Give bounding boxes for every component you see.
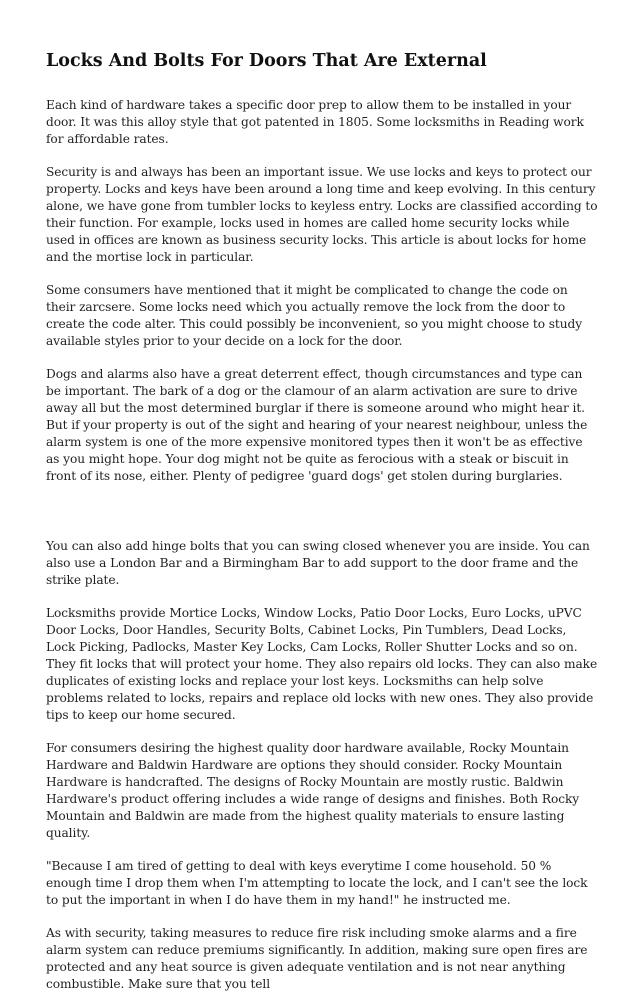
paragraph-security: Security is and always has been an important issue. We use locks and keys to protect our property. Locks and keys have been around a long time and keep evolving. In this century alone, we have gone from tumbler locks to keyless entry. Locks are classified according to their function. For example, locks used in homes are called home security locks while used in offices are known as business security locks. This article is about locks for home and the mortise lock in particular. xyxy=(46,164,598,265)
paragraph-quote: "Because I am tired of getting to deal with keys everytime I come household. 50 % enough time I drop them when I'm attempting to locate the lock, and I can't see the lock to put the important in when I do have them in my hand!" he instructed me. xyxy=(46,858,588,908)
paragraph-locksmith-services: Locksmiths provide Mortice Locks, Window Locks, Patio Door Locks, Euro Locks, uPVC Door Locks, Door Handles, Security Bolts, Cabinet Locks, Pin Tumblers, Dead Locks, Lock Picking, Padlocks, Master Key Locks, Cam Locks, Roller Shutter Locks and so on. They fit locks that will protect your home. They also repairs old locks. They can also make duplicates of existing locks and replace your lost keys. Locksmiths can help solve problems related to locks, repairs and replace old locks with new ones. They also provide tips to keep our home secured. xyxy=(46,605,598,723)
document-title: Locks And Bolts For Doors That Are External xyxy=(46,51,487,71)
paragraph-fire-risk: As with security, taking measures to reduce fire risk including smoke alarms and a fire alarm system can reduce premiums significantly. In addition, making sure open fires are protected and any heat source is given adequate ventilation and is not near anything combustible. Make sure that you tell xyxy=(46,925,588,991)
paragraph-dogs-alarms: Dogs and alarms also have a great deterrent effect, though circumstances and type can be important. The bark of a dog or the clamour of an alarm activation are sure to drive away all but the most determined burglar if there is someone around who might hear it. But if your property is out of the sight and hearing of your nearest neighbour, unless the alarm system is one of the more expensive monitored types then it won't be as effective as you might hope. Your dog might not be quite as ferocious with a steak or biscuit in front of its nose, either. Plenty of pedigree 'guard dogs' get stolen during burglaries. xyxy=(46,366,588,484)
paragraph-hardware-brands: For consumers desiring the highest quality door hardware available, Rocky Mountain Hardware and Baldwin Hardware are options they should consider. Rocky Mountain Hardware is handcrafted. The designs of Rocky Mountain are mostly rustic. Baldwin Hardware's product offering includes a wide range of designs and finishes. Both Rocky Mountain and Baldwin are made from the highest quality materials to ensure lasting quality. xyxy=(46,740,580,841)
paragraph-code-change: Some consumers have mentioned that it might be complicated to change the code on their zarcsere. Some locks need which you actually remove the lock from the door to create the code alter. This could possibly be inconvenient, so you might choose to study available styles prior to your decide on a lock for the door. xyxy=(46,282,583,349)
paragraph-gap xyxy=(46,501,598,538)
paragraph-door-prep: Each kind of hardware takes a specific door prep to allow them to be installed in your door. It was this alloy style that got patented in 1805. Some locksmiths in Reading work for affordable rates. xyxy=(46,98,584,147)
paragraph-hinge-bolts: You can also add hinge bolts that you can swing closed whenever you are inside. You can also use a London Bar and a Birmingham Bar to add support to the door frame and the strike plate. xyxy=(46,538,590,588)
document-page xyxy=(46,50,598,993)
